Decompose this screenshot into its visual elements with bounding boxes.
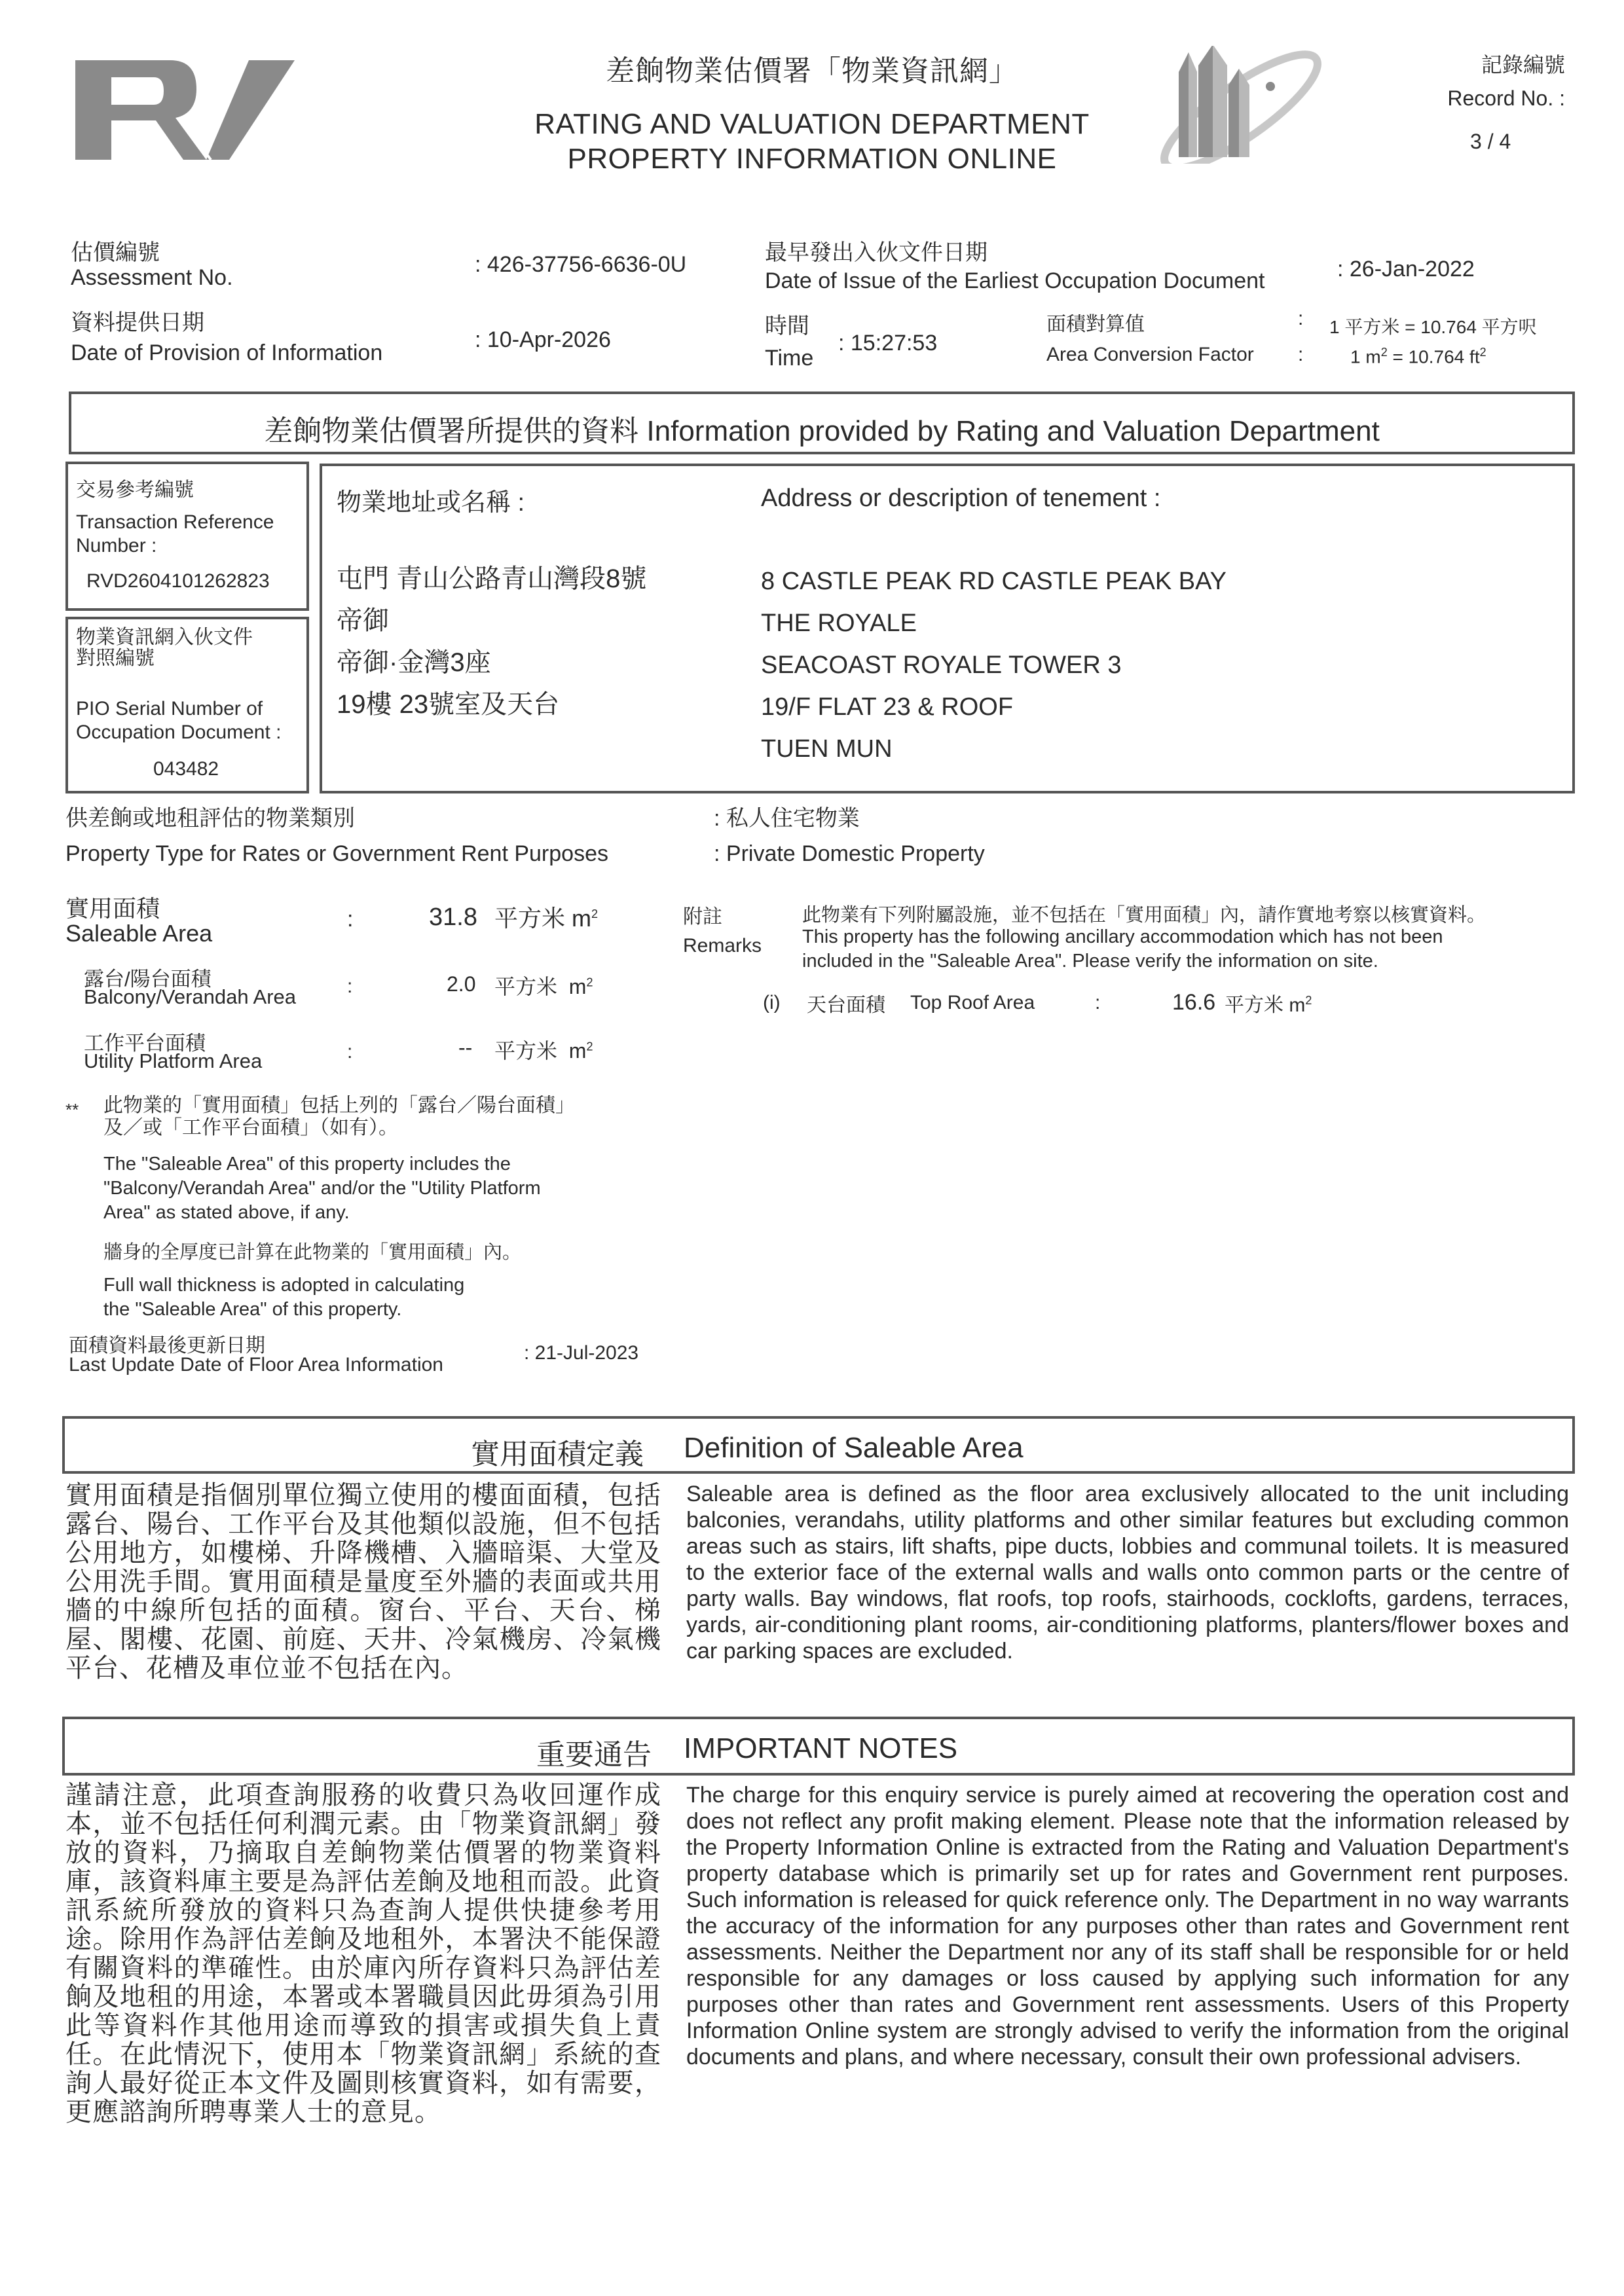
note-1-zh-line: 及／或「工作平台面積」（如有）。 — [103, 1117, 398, 1139]
utility-unit — [494, 1034, 593, 1065]
note-1-en-line: The "Saleable Area" of this property includes the — [103, 1154, 511, 1175]
time-label-en: Time — [765, 346, 814, 371]
txn-label-zh: 交易參考編號 — [76, 479, 194, 501]
utility-value: -- — [458, 1036, 473, 1059]
rvd-section-title: 差餉物業估價署所提供的資料 Information provided by Rating and Valuation Department — [264, 415, 1380, 447]
note-2-en-line: Full wall thickness is adopted in calculating — [103, 1275, 465, 1296]
address-zh-line: 屯門 青山公路青山灣段8號 — [337, 564, 647, 593]
address-en-line: 19/F FLAT 23 & ROOF — [761, 693, 1014, 721]
conversion-label-zh: 面積對算值 — [1046, 314, 1145, 335]
rvd-section-header — [69, 392, 1575, 454]
pio-serial-box — [65, 617, 309, 793]
note-1-en-line: "Balcony/Verandah Area" and/or the "Utility Platform — [103, 1178, 541, 1199]
top-roof-label-zh: 天台面積 — [807, 994, 885, 1016]
balcony-unit — [494, 970, 593, 1000]
superscript-2: 2 — [1305, 994, 1312, 1007]
superscript-2: 2 — [1380, 346, 1388, 359]
important-title-zh: 重要通告 — [536, 1739, 652, 1771]
note-1-zh — [103, 1095, 575, 1139]
saleable-label-en: Saleable Area — [65, 920, 213, 947]
address-en-lines — [761, 560, 1227, 770]
time-label-zh: 時間 — [765, 314, 809, 338]
superscript-2: 2 — [586, 1040, 593, 1053]
pio-buildings-logo — [1159, 46, 1323, 164]
unit-zh: 平方米 — [494, 905, 566, 932]
address-label-zh: 物業地址或名稱 : — [337, 489, 525, 517]
utility-colon: : — [347, 1041, 353, 1063]
address-en-line: TUEN MUN — [761, 735, 893, 763]
conversion-value-en — [1350, 346, 1486, 367]
property-type-label-zh: 供差餉或地租評估的物業類別 — [65, 806, 355, 831]
pio-label-en-1: PIO Serial Number of — [76, 698, 263, 720]
important-notes-header — [62, 1717, 1575, 1776]
pio-value: 043482 — [153, 758, 219, 780]
balcony-label-en: Balcony/Verandah Area — [84, 985, 297, 1008]
superscript-2: 2 — [591, 907, 599, 920]
address-en-line: SEACOAST ROYALE TOWER 3 — [761, 651, 1122, 679]
top-roof-unit — [1225, 989, 1312, 1017]
occupation-date-value: : 26-Jan-2022 — [1337, 257, 1475, 282]
top-roof-value: 16.6 — [1172, 990, 1216, 1015]
address-zh-line: 19樓 23號室及天台 — [337, 690, 560, 719]
definition-text-en: Saleable area is defined as the floor area exclusively allocated to the unit including balconies, verandahs, utility platforms and other similar features but excluding common areas such as stairs, lift shafts, pipe ducts, lobbies and communal toilets. It is measured to the exterior face of the external walls and walls onto common parts or the centre of party walls. Bay windows, flat roofs, top roofs, stairhoods, cocklofts, gardens, terraces, yards, air-conditioning plant rooms, air-conditioning platforms, planters/flower boxes and car parking spaces are excluded. — [686, 1482, 1569, 1664]
saleable-colon: : — [347, 907, 354, 932]
address-en-line: THE ROYALE — [761, 610, 917, 637]
assessment-value: : 426-37756-6636-0U — [475, 252, 687, 277]
transaction-ref-box — [65, 462, 309, 611]
header-title-zh: 差餉物業估價署「物業資訊網」 — [606, 55, 1018, 87]
assessment-label-zh: 估價編號 — [71, 240, 160, 265]
last-update-label-zh: 面積資料最後更新日期 — [69, 1335, 265, 1357]
remarks-label-zh: 附註 — [683, 906, 722, 928]
conversion-ft: = 10.764 ft — [1387, 346, 1480, 367]
record-label-en: Record No. : — [1447, 86, 1565, 110]
superscript-2: 2 — [586, 975, 593, 989]
note-2-zh: 牆身的全厚度已計算在此物業的「實用面積」內。 — [103, 1242, 522, 1263]
conversion-m: 1 m — [1350, 346, 1381, 367]
notes-asterisk: ** — [65, 1100, 79, 1120]
saleable-value: 31.8 — [429, 903, 477, 931]
remarks-text-en-1: This property has the following ancillary accommodation which has not been — [802, 926, 1443, 947]
unit-zh: 平方米 — [1225, 994, 1283, 1016]
header-title-en-line2: PROPERTY INFORMATION ONLINE — [567, 143, 1057, 175]
definition-title-zh: 實用面積定義 — [471, 1438, 644, 1470]
property-type-label-en: Property Type for Rates or Government Rent Purposes — [65, 841, 608, 866]
provision-date-value: : 10-Apr-2026 — [475, 327, 611, 352]
definition-header — [62, 1416, 1575, 1474]
balcony-value: 2.0 — [447, 972, 476, 996]
important-text-en: The charge for this enquiry service is purely aimed at recovering the operation cost and does not reflect any profit making element. Please note that the information released by the Property Information Online is extracted from the Rating and Valuation Department's property database which is primarily set up for rates and Government rent purposes. Such information is released for quick reference only. The Department in no way warrants the accuracy of the information for any purposes other than rates and Government rent assessments. Neither the Department nor any of its staff shall be responsible for or held responsible for any damages or loss caused by applying such information for any purposes other than rates and Government rent assessments. Users of this Property Information Online system are strongly advised to verify the information from the original documents and plans, and where necessary, consult their own professional advisers. — [686, 1783, 1569, 2069]
occupation-date-label-zh: 最早發出入伙文件日期 — [765, 240, 987, 265]
balcony-colon: : — [347, 975, 353, 997]
pio-label-zh-1: 物業資訊網入伙文件 — [76, 627, 253, 648]
unit-en: m — [572, 905, 592, 932]
top-roof-colon: : — [1095, 992, 1101, 1013]
record-label-zh: 記錄編號 — [1481, 53, 1565, 77]
note-1-en — [103, 1152, 541, 1225]
conversion-value-zh: 1 平方米 = 10.764 平方呎 — [1329, 317, 1537, 337]
saleable-label-zh: 實用面積 — [65, 895, 160, 922]
utility-label-zh: 工作平台面積 — [84, 1032, 206, 1055]
note-2-en-line: the "Saleable Area" of this property. — [103, 1299, 402, 1320]
provision-date-label-en: Date of Provision of Information — [71, 340, 383, 365]
last-update-label-en: Last Update Date of Floor Area Information — [69, 1354, 443, 1376]
provision-date-label-zh: 資料提供日期 — [71, 310, 204, 335]
superscript-2: 2 — [1479, 346, 1486, 359]
note-1-zh-line: 此物業的「實用面積」包括上列的「露台／陽台面積」 — [103, 1095, 575, 1116]
remarks-text-en-2: included in the "Saleable Area". Please verify the information on site. — [802, 951, 1378, 972]
property-type-value-zh: : 私人住宅物業 — [714, 806, 860, 831]
top-roof-label-en: Top Roof Area — [910, 992, 1035, 1013]
remarks-label-en: Remarks — [683, 935, 762, 957]
address-en-line: 8 CASTLE PEAK RD CASTLE PEAK BAY — [761, 568, 1227, 595]
txn-label-en-2: Number : — [76, 535, 157, 556]
address-zh-line: 帝御 — [337, 606, 389, 635]
unit-en: m — [568, 975, 587, 998]
unit-en: m — [1289, 994, 1306, 1016]
important-text-zh: 謹請注意，此項查詢服務的收費只為收回運作成本，並不包括任何利潤元素。由「物業資訊網」發放的資料，乃摘取自差餉物業估價署的物業資料庫，該資料庫主要是為評估差餉及地租而設。此資訊系統所發放的資料只為查詢人提供快捷參考用途。除用作為評估差餉及地租外，本署決不能保證有關資料的準確性。由於庫內所存資料只為評估差餉及地租的用途，本署或本署職員因此毋須為引用此等資料作其他用途而導致的損害或損失負上責任。在此情況下，使用本「物業資訊網」系統的查詢人最好從正本文件及圖則核實資料，如有需要，更應諮詢所聘專業人士的意見。 — [65, 1781, 661, 2126]
definition-text-zh: 實用面積是指個別單位獨立使用的樓面面積，包括露台、陽台、工作平台及其他類似設施，但不包括公用地方，如樓梯、升降機槽、入牆暗渠、大堂及公用洗手間。實用面積是量度至外牆的表面或共用牆的中線所包括的面積。窗台、平台、天台、梯屋、閣樓、花園、前庭、天井、冷氣機房、冷氣機平台、花槽及車位並不包括在內。 — [65, 1481, 661, 1683]
time-value: : 15:27:53 — [838, 331, 938, 355]
address-box — [320, 464, 1575, 793]
conversion-colon: : — [1298, 344, 1304, 365]
address-zh-line: 帝御·金灣3座 — [337, 648, 491, 677]
note-2-en — [103, 1273, 464, 1322]
pio-label-zh-2: 對照編號 — [76, 647, 155, 669]
unit-zh: 平方米 — [494, 975, 558, 998]
remarks-item-index: (i) — [763, 992, 781, 1013]
note-1-en-line: Area" as stated above, if any. — [103, 1202, 350, 1223]
unit-zh: 平方米 — [494, 1039, 558, 1063]
property-type-value-en: : Private Domestic Property — [714, 841, 985, 866]
occupation-date-label-en: Date of Issue of the Earliest Occupation Document — [765, 268, 1265, 293]
saleable-unit — [494, 900, 598, 934]
definition-title-en: Definition of Saleable Area — [684, 1432, 1024, 1464]
pio-label-en-2: Occupation Document : — [76, 721, 282, 743]
conversion-colon: : — [1298, 308, 1304, 329]
txn-value: RVD2604101262823 — [86, 570, 270, 592]
txn-label-en-1: Transaction Reference — [76, 511, 274, 533]
assessment-label-en: Assessment No. — [71, 265, 233, 290]
record-value: 3 / 4 — [1470, 130, 1511, 153]
important-title-en: IMPORTANT NOTES — [684, 1732, 958, 1764]
address-zh-lines — [337, 558, 646, 725]
balcony-label-zh: 露台/陽台面積 — [84, 968, 212, 991]
header-title-en-line1: RATING AND VALUATION DEPARTMENT — [534, 108, 1090, 140]
unit-en: m — [568, 1039, 587, 1063]
address-label-en: Address or description of tenement : — [761, 484, 1161, 512]
utility-label-en: Utility Platform Area — [84, 1049, 263, 1072]
remarks-text-zh: 此物業有下列附屬設施，並不包括在「實用面積」內，請作實地考察以核實資料。 — [802, 905, 1486, 926]
conversion-label-en: Area Conversion Factor — [1046, 344, 1254, 365]
last-update-value: : 21-Jul-2023 — [524, 1342, 639, 1364]
